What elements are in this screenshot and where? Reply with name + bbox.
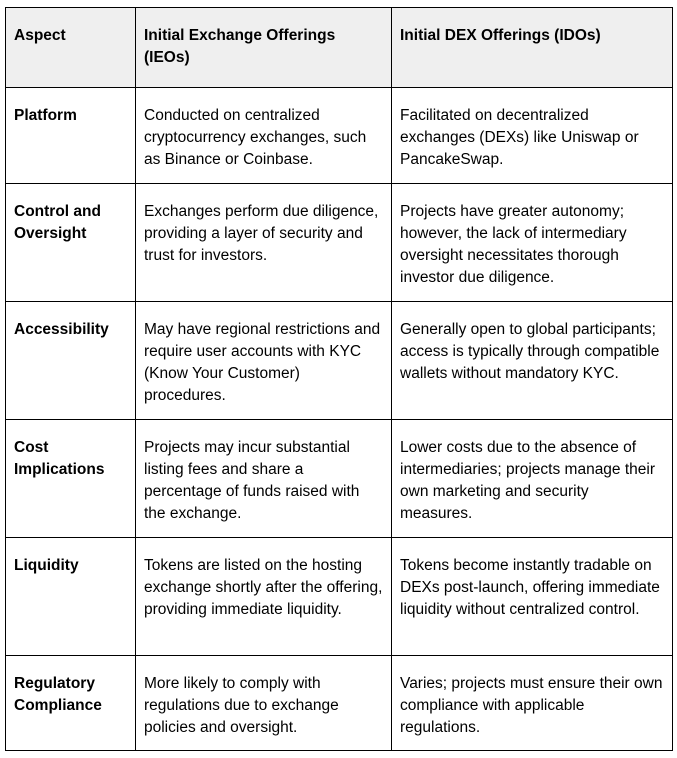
table-header-row — [6, 8, 673, 88]
row-aspect: Liquidity — [6, 538, 136, 656]
row-aspect: Regulatory Compliance — [6, 656, 136, 751]
row-ido-cell: Tokens become instantly tradable on DEXs post-launch, offering immediate liquidity without centralized control. — [392, 538, 673, 656]
row-ido-cell: Projects have greater autonomy; however, the lack of intermediary oversight necessitates thorough investor due diligence. — [392, 184, 673, 302]
row-aspect: Accessibility — [6, 302, 136, 420]
comparison-table-container — [5, 7, 673, 751]
row-aspect: Cost Implications — [6, 420, 136, 538]
row-ido-cell: Generally open to global participants; access is typically through compatible wallets without mandatory KYC. — [392, 302, 673, 420]
row-ieo-cell: Projects may incur substantial listing fees and share a percentage of funds raised with the exchange. — [136, 420, 392, 538]
row-ido-cell: Varies; projects must ensure their own compliance with applicable regulations. — [392, 656, 673, 751]
header-ieo: Initial Exchange Offerings (IEOs) — [136, 8, 392, 88]
row-ieo-cell: Exchanges perform due diligence, providing a layer of security and trust for investors. — [136, 184, 392, 302]
table-row — [6, 88, 673, 184]
table-row — [6, 538, 673, 656]
table-row — [6, 184, 673, 302]
table-row — [6, 302, 673, 420]
table-row — [6, 656, 673, 751]
row-ido-cell: Lower costs due to the absence of intermediaries; projects manage their own marketing and security measures. — [392, 420, 673, 538]
row-aspect: Control and Oversight — [6, 184, 136, 302]
row-ieo-cell: More likely to comply with regulations due to exchange policies and oversight. — [136, 656, 392, 751]
header-ido: Initial DEX Offerings (IDOs) — [392, 8, 673, 88]
row-ido-cell: Facilitated on decentralized exchanges (DEXs) like Uniswap or PancakeSwap. — [392, 88, 673, 184]
comparison-table — [5, 7, 673, 751]
row-aspect: Platform — [6, 88, 136, 184]
table-row — [6, 420, 673, 538]
row-ieo-cell: Conducted on centralized cryptocurrency exchanges, such as Binance or Coinbase. — [136, 88, 392, 184]
row-ieo-cell: May have regional restrictions and require user accounts with KYC (Know Your Customer) procedures. — [136, 302, 392, 420]
header-aspect: Aspect — [6, 8, 136, 88]
row-ieo-cell: Tokens are listed on the hosting exchange shortly after the offering, providing immediate liquidity. — [136, 538, 392, 656]
